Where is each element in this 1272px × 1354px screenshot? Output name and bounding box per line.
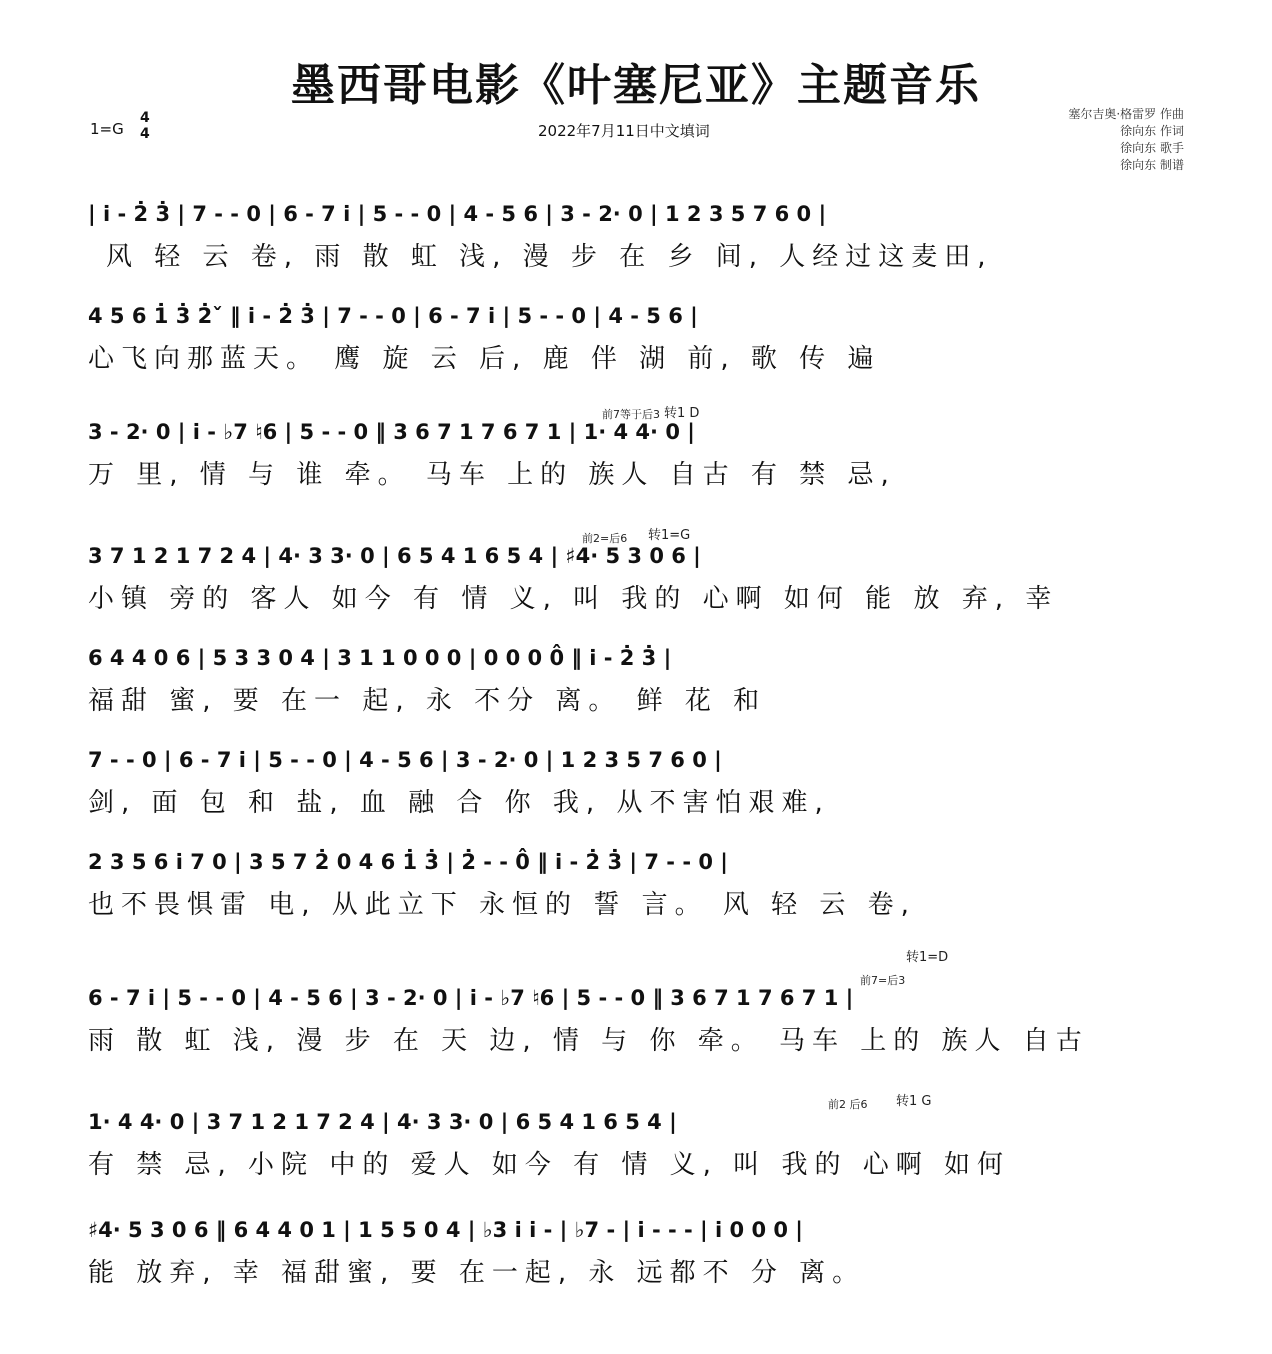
key-change-mark: 转1=G (648, 528, 691, 543)
lyrics-text: 风 轻 云 卷, 雨 散 虹 浅, 漫 步 在 乡 间, 人经过这麦田, (106, 242, 993, 272)
lyrics-row (88, 1252, 1188, 1286)
key-signature: 1=G (90, 120, 124, 138)
key-change-mark: 转1 G (896, 1094, 932, 1109)
score-system-2 (88, 298, 1188, 372)
notation-row (88, 414, 1188, 454)
lyrics-text: 雨 散 虹 浅, 漫 步 在 天 边, 情 与 你 牵。 马车 上的 族人 自古 (88, 1026, 1089, 1056)
lyrics-text: 万 里, 情 与 谁 牵。 马车 上的 族人 自古 有 禁 忌, (88, 460, 896, 490)
score-system-6 (88, 742, 1188, 816)
notation-text: 2 3 5 6 i̇ 7 0 | 3 5 7 2̇ 0 4 6 1̇ 3̇ | 2̇ - - 0̂ ‖ i̇ - 2̇ 3̇ | 7 - - 0 | (88, 850, 728, 874)
score-system-9 (88, 1094, 1188, 1180)
score-system-10 (88, 1212, 1188, 1286)
notation-text: 4 5 6 1̇ 3̇ 2̇ˇ ‖ i̇ - 2̇ 3̇ | 7 - - 0 | 6 - 7 i̇ | 5 - - 0 | 4 - 5 6 | (88, 304, 698, 328)
modulation-note: 前7=后3 (860, 974, 906, 987)
notation-text: 6 4 4 0 6 | 5 3 3 0 4 | 3 1 1 0 0 0 | 0 0 0 0̂ ‖ i̇ - 2̇ 3̇ | (88, 646, 672, 670)
song-title: 墨西哥电影《叶塞尼亚》主题音乐 (291, 60, 981, 111)
lyrics-row (88, 1020, 1188, 1054)
score-system-4 (88, 528, 1188, 614)
lyrics-row (88, 578, 1188, 612)
time-signature-bottom: 4 (140, 126, 150, 142)
time-signature-top: 4 (140, 110, 150, 126)
score-system-5 (88, 640, 1188, 714)
notation-row (88, 980, 1188, 1020)
lyrics-text: 小镇 旁的 客人 如今 有 情 义, 叫 我的 心啊 如何 能 放 弃, 幸 (88, 584, 1059, 614)
score-system-1 (88, 196, 1188, 270)
notation-row (88, 742, 1188, 782)
lyrics-text: 心飞向那蓝天。 鹰 旋 云 后, 鹿 伴 湖 前, 歌 传 遍 (88, 344, 881, 374)
lyrics-row (88, 782, 1188, 816)
lyrics-row (88, 680, 1188, 714)
notation-row (88, 640, 1188, 680)
notation-row (88, 1212, 1188, 1252)
modulation-note: 前7等于后3 (602, 408, 660, 421)
score-system-8 (88, 950, 1188, 1056)
credits (1048, 106, 1184, 174)
notation-text: | i̇ - 2̇ 3̇ | 7 - - 0 | 6 - 7 i̇ | 5 - - 0 | 4 - 5 6 | 3 - 2· 0 | 1 2 3 5 7 6 0 | (88, 202, 827, 226)
notation-row (88, 1104, 1188, 1144)
score-system-3 (88, 406, 1188, 490)
credit-lyricist: 徐向东 作词 (1120, 124, 1184, 138)
lyrics-text: 也不畏惧雷 电, 从此立下 永恒的 誓 言。 风 轻 云 卷, (88, 890, 916, 920)
lyrics-row (88, 454, 1188, 488)
lyrics-row (88, 884, 1188, 918)
notation-row (88, 844, 1188, 884)
lyrics-text: 剑, 面 包 和 盐, 血 融 合 你 我, 从不害怕艰难, (88, 788, 830, 818)
notation-text: 3 - 2· 0 | i̇ - ♭7 ♮6 | 5 - - 0 ‖ 3 6 7 1 7 6 7 1 | 1· 4 4· 0 | (88, 420, 695, 444)
lyrics-text: 能 放弃, 幸 福甜蜜, 要 在一起, 永 远都不 分 离。 (88, 1258, 866, 1288)
notation-row (88, 196, 1188, 236)
notation-row (88, 538, 1188, 578)
lyrics-text: 有 禁 忌, 小院 中的 爱人 如今 有 情 义, 叫 我的 心啊 如何 (88, 1150, 1010, 1180)
notation-text: 7 - - 0 | 6 - 7 i̇ | 5 - - 0 | 4 - 5 6 | 3 - 2· 0 | 1 2 3 5 7 6 0 | (88, 748, 722, 772)
lyrics-date-note: 2022年7月11日中文填词 (538, 122, 710, 140)
key-change-mark: 转1 D (664, 406, 700, 421)
score-system-7 (88, 844, 1188, 918)
notation-row (88, 298, 1188, 338)
credit-arranger: 徐向东 制谱 (1120, 158, 1184, 172)
lyrics-text: 福甜 蜜, 要 在一 起, 永 不分 离。 鲜 花 和 (88, 686, 767, 716)
notation-text: ♯4· 5 3 0 6 ‖ 6 4 4 0 1 | 1 5 5 0 4 | ♭3 i̇ i̇ - | ♭7 - | i̇ - - - | i̇ 0 0 0 | (88, 1218, 803, 1242)
notation-text: 1· 4 4· 0 | 3 7 1 2 1 7 2 4 | 4· 3 3· 0 | 6 5 4 1 6 5 4 | (88, 1110, 677, 1134)
credit-composer: 塞尔吉奥·格雷罗 作曲 (1068, 107, 1184, 121)
modulation-note: 前2 后6 (828, 1098, 868, 1111)
credit-singer: 徐向东 歌手 (1120, 141, 1184, 155)
lyrics-row (88, 236, 1188, 270)
modulation-note: 前2=后6 (582, 532, 628, 545)
notation-text: 3 7 1 2 1 7 2 4 | 4· 3 3· 0 | 6 5 4 1 6 5 4 | ♯4· 5 3 0 6 | (88, 544, 701, 568)
notation-text: 6 - 7 i̇ | 5 - - 0 | 4 - 5 6 | 3 - 2· 0 | i̇ - ♭7 ♮6 | 5 - - 0 ‖ 3 6 7 1 7 6 7 1 | (88, 986, 854, 1010)
lyrics-row (88, 338, 1188, 372)
key-change-mark: 转1=D (906, 950, 949, 965)
lyrics-row (88, 1144, 1188, 1178)
time-signature (140, 110, 150, 142)
